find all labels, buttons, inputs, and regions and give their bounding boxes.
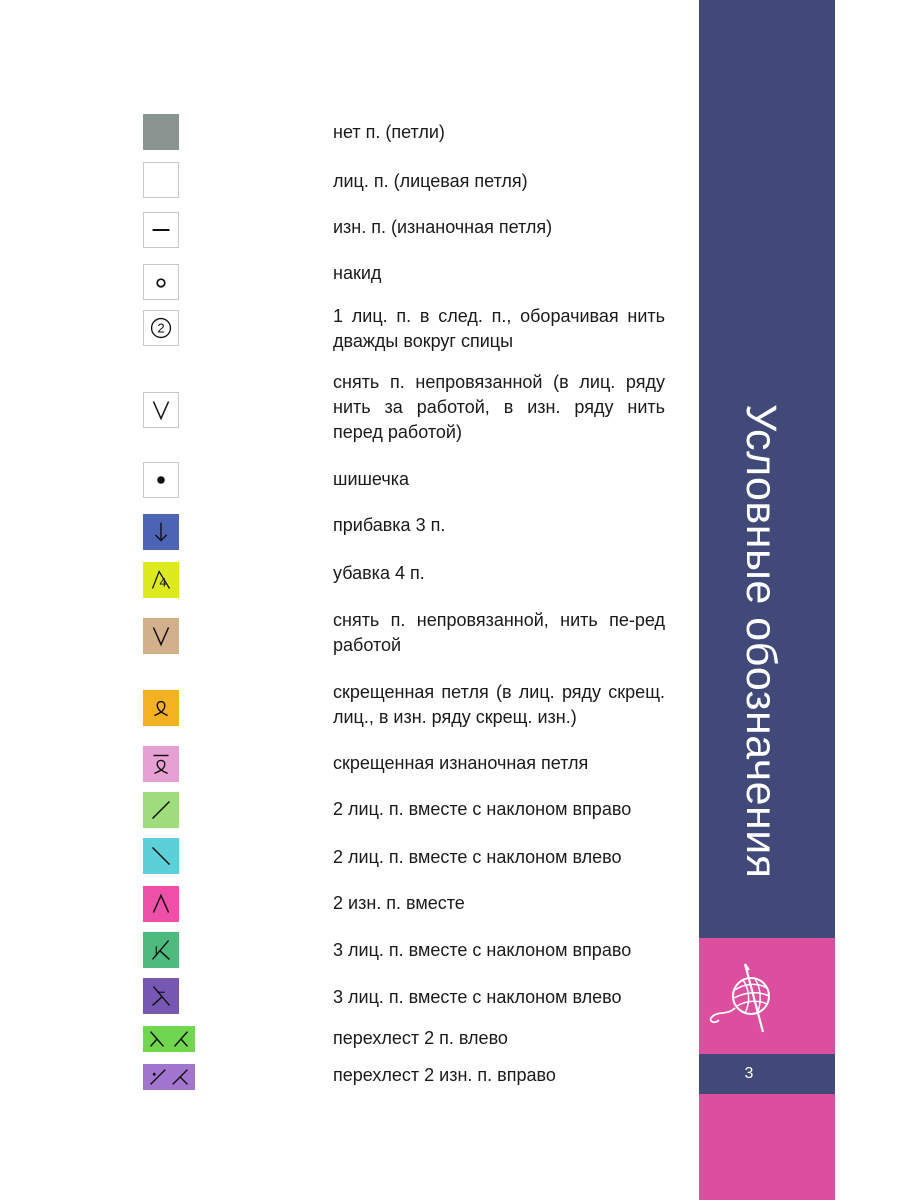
down-arrow-icon	[143, 514, 179, 550]
twisted-purl-icon	[143, 746, 179, 782]
three-left-icon	[143, 978, 179, 1014]
legend-text: снять п. непровязанной (в лиц. ряду нить за работой, в изн. ряду нить перед работой)	[333, 372, 665, 442]
legend-text: перехлест 2 п. влево	[333, 1028, 508, 1048]
legend-text: нет п. (петли)	[333, 122, 445, 142]
blank-square-icon	[143, 162, 179, 198]
dash-icon	[143, 212, 179, 248]
svg-text:4: 4	[159, 575, 167, 590]
legend-text: 2 изн. п. вместе	[333, 893, 465, 913]
cross-purl-right-icon	[143, 1064, 195, 1090]
legend-text: перехлест 2 изн. п. вправо	[333, 1065, 556, 1085]
dot-icon	[143, 462, 179, 498]
legend-text: лиц. п. (лицевая петля)	[333, 171, 528, 191]
page-title: Условные обозначения	[737, 404, 785, 879]
legend-text: 1 лиц. п. в след. п., оборачивая нить дважды вокруг спицы	[333, 306, 665, 351]
legend-text: 2 лиц. п. вместе с наклоном вправо	[333, 799, 632, 819]
legend-text: 3 лиц. п. вместе с наклоном влево	[333, 987, 622, 1007]
slash-right-icon	[143, 792, 179, 828]
caret-up-icon	[143, 886, 179, 922]
twisted-stitch-icon	[143, 690, 179, 726]
yarn-ball-icon	[705, 958, 785, 1038]
legend-text: скрещенная изнаночная петля	[333, 753, 589, 773]
svg-text:2: 2	[157, 320, 165, 336]
legend-text: скрещенная петля (в лиц. ряду скрещ. лиц., в изн. ряду скрещ. изн.)	[333, 682, 665, 727]
small-circle-icon	[143, 264, 179, 300]
sidebar	[699, 0, 835, 1200]
legend-text: накид	[333, 263, 382, 283]
slash-left-icon	[143, 838, 179, 874]
cross-left-icon	[143, 1026, 195, 1052]
v-check-icon	[143, 618, 179, 654]
legend-text: прибавка 3 п.	[333, 515, 446, 535]
decrease-four-icon	[143, 562, 179, 598]
sidebar-pink-footer	[699, 1094, 835, 1200]
legend-text: изн. п. (изнаночная петля)	[333, 217, 553, 237]
three-right-icon	[143, 932, 179, 968]
page-number: 3	[744, 1065, 754, 1082]
gray-empty-icon	[143, 114, 179, 150]
v-check-icon	[143, 392, 179, 428]
legend-text: 3 лиц. п. вместе с наклоном вправо	[333, 940, 632, 960]
circled-two-icon	[143, 310, 179, 346]
legend-text: шишечка	[333, 469, 410, 489]
legend-text: убавка 4 п.	[333, 563, 425, 583]
legend-text: снять п. непровязанной, нить пе-ред работой	[333, 610, 665, 655]
legend-text: 2 лиц. п. вместе с наклоном влево	[333, 847, 622, 867]
